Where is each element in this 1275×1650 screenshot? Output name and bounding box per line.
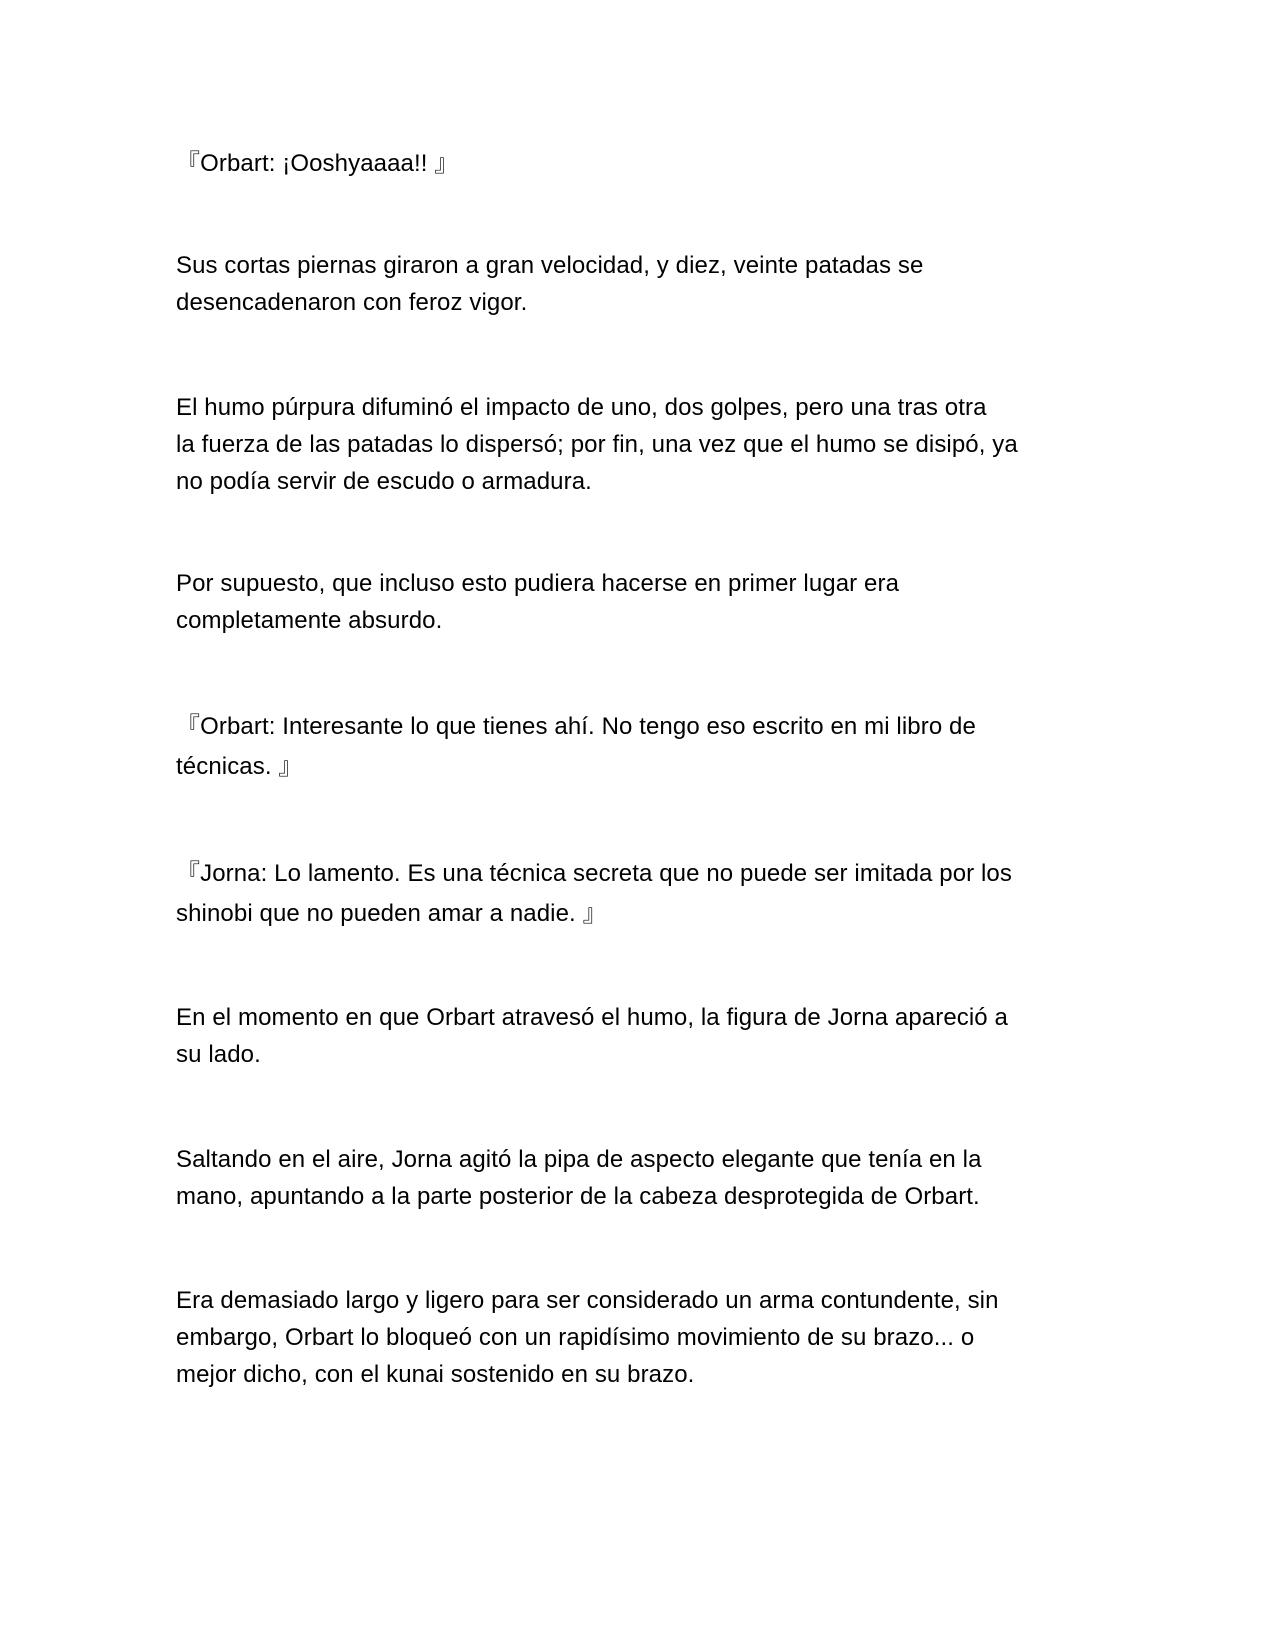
text-line: no podía servir de escudo o armadura. (176, 468, 592, 495)
text-line: Saltando en el aire, Jorna agitó la pipa de aspecto elegante que tenía en la (176, 1146, 982, 1173)
dialogue-jorna-secret (176, 855, 1106, 932)
paragraph-pipe-swing (176, 1141, 1106, 1215)
paragraph-jorna-appears (176, 999, 1106, 1073)
text-line: embargo, Orbart lo bloqueó con un rapidísimo movimiento de su brazo... o (176, 1324, 975, 1351)
paragraph-kicks (176, 247, 1106, 321)
text-line: 『Orbart: Interesante lo que tienes ahí. No tengo eso escrito en mi libro de (176, 713, 976, 740)
text-line: desencadenaron con feroz vigor. (176, 289, 528, 316)
text-line: Por supuesto, que incluso esto pudiera hacerse en primer lugar era (176, 570, 900, 597)
text-line: técnicas. 』 (176, 753, 303, 780)
text-line: shinobi que no pueden amar a nadie. 』 (176, 900, 607, 927)
text-line: su lado. (176, 1041, 261, 1068)
dialogue-orbart-interesting (176, 708, 1106, 785)
text-line: En el momento en que Orbart atravesó el humo, la figura de Jorna apareció a (176, 1004, 1008, 1031)
text-line: El humo púrpura difuminó el impacto de uno, dos golpes, pero una tras otra (176, 394, 987, 421)
dialogue-orbart-shout (176, 145, 1106, 182)
paragraph-purple-smoke (176, 389, 1106, 500)
text-line: mano, apuntando a la parte posterior de la cabeza desprotegida de Orbart. (176, 1183, 980, 1210)
paragraph-absurd (176, 565, 1106, 639)
paragraph-kunai-block (176, 1282, 1106, 1393)
text-line: 『Orbart: ¡Ooshyaaaa!! 』 (176, 150, 459, 177)
text-line: 『Jorna: Lo lamento. Es una técnica secreta que no puede ser imitada por los (176, 860, 1012, 887)
text-line: Sus cortas piernas giraron a gran velocidad, y diez, veinte patadas se (176, 252, 924, 279)
text-line: mejor dicho, con el kunai sostenido en su brazo. (176, 1361, 695, 1388)
text-line: Era demasiado largo y ligero para ser considerado un arma contundente, sin (176, 1287, 999, 1314)
text-line: completamente absurdo. (176, 607, 443, 634)
text-line: la fuerza de las patadas lo dispersó; por fin, una vez que el humo se disipó, ya (176, 431, 1018, 458)
